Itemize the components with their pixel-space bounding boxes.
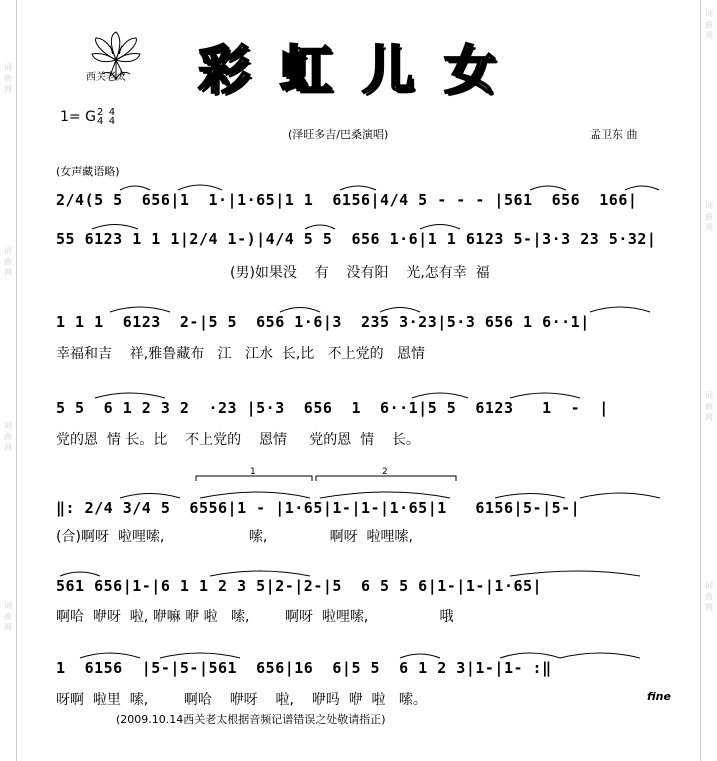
- notation-line-3: 1 1 1 6123 2-|5 5 656 1·6|3 235 3·23|5·3 656 1 6··1|: [56, 313, 590, 331]
- notation-line-5: ‖: 2/4 3/4 5 6556|1 - |1·65|1-|1-|1·65|1 6156|5-|5-|: [56, 499, 581, 517]
- composer-credit: 孟卫东 曲: [590, 128, 638, 141]
- watermark-left-3: 词 曲 网: [4, 421, 12, 452]
- lyric-line-2: (男)如果没 有 没有阳 光,怎有幸 福: [230, 265, 490, 281]
- footnote: (2009.10.14西关老太根据音频记谱错误之处敬请指正): [116, 713, 386, 726]
- notation-line-7: 1 6156 |5-|5-|561 656|16 6|5 5 6 1 2 3|1-|1- :‖: [56, 659, 552, 677]
- watermark-left-1: 词 曲 网: [4, 63, 12, 94]
- key-signature: 1= G 2 4 4 4: [60, 107, 116, 127]
- notation-line-6: 561 656|1-|6 1 1 2 3 5|2-|2-|5 6 5 5 6|1-|1-|1·65|: [56, 577, 543, 595]
- watermark-right-1: 词 曲 网: [705, 9, 713, 40]
- volta-first-label: 1: [250, 467, 256, 477]
- volta-second-label: 2: [382, 467, 388, 477]
- notation-line-2: 55 6123 1 1 1|2/4 1-)|4/4 5 5 656 1·6|1 1 6123 5-|3·3 23 5·32|: [56, 230, 657, 248]
- logo-text: 西关老太: [86, 72, 126, 83]
- time-signature-a: 2 4: [96, 107, 104, 127]
- singer-credit: (泽旺多吉/巴桑演唱): [288, 128, 389, 141]
- lyric-line-5: (合)啊呀 啦哩嗦, 嗦, 啊呀 啦哩嗦,: [56, 529, 413, 545]
- song-title: 彩虹儿女: [198, 41, 527, 101]
- watermark-left-2: 词 曲 网: [4, 246, 12, 277]
- watermark-right-4: 词 曲 网: [705, 581, 713, 612]
- notation-line-4: 5 5 6 1 2 3 2 ·23 |5·3 656 1 6··1|5 5 6123 1 - |: [56, 399, 609, 417]
- fine-marker: fine: [647, 690, 671, 703]
- lyric-line-4: 党的恩 情 长。比 不上党的 恩情 党的恩 情 长。: [56, 432, 420, 448]
- notation-line-1: 2/4(5 5 656|1 1·|1·65|1 1 6156|4/4 5 - - - |561 656 166|: [56, 191, 638, 209]
- intro-note: (女声藏语略): [56, 165, 120, 178]
- lyric-line-6: 啊哈 咿呀 啦, 咿嘛 咿 啦 嗦, 啊呀 啦哩嗦, 哦: [56, 609, 454, 625]
- watermark-left-4: 词 曲 网: [4, 601, 12, 632]
- time-signature-b: 4 4: [108, 107, 116, 127]
- lyric-line-3: 幸福和吉 祥,雅鲁藏布 江 江水 长,比 不上党的 恩情: [56, 346, 426, 362]
- watermark-right-3: 词 曲 网: [705, 391, 713, 422]
- watermark-right-2: 词 曲 网: [705, 201, 713, 232]
- lyric-line-7: 呀啊 啦里 嗦, 啊哈 咿呀 啦, 咿吗 咿 啦 嗦。: [56, 692, 427, 708]
